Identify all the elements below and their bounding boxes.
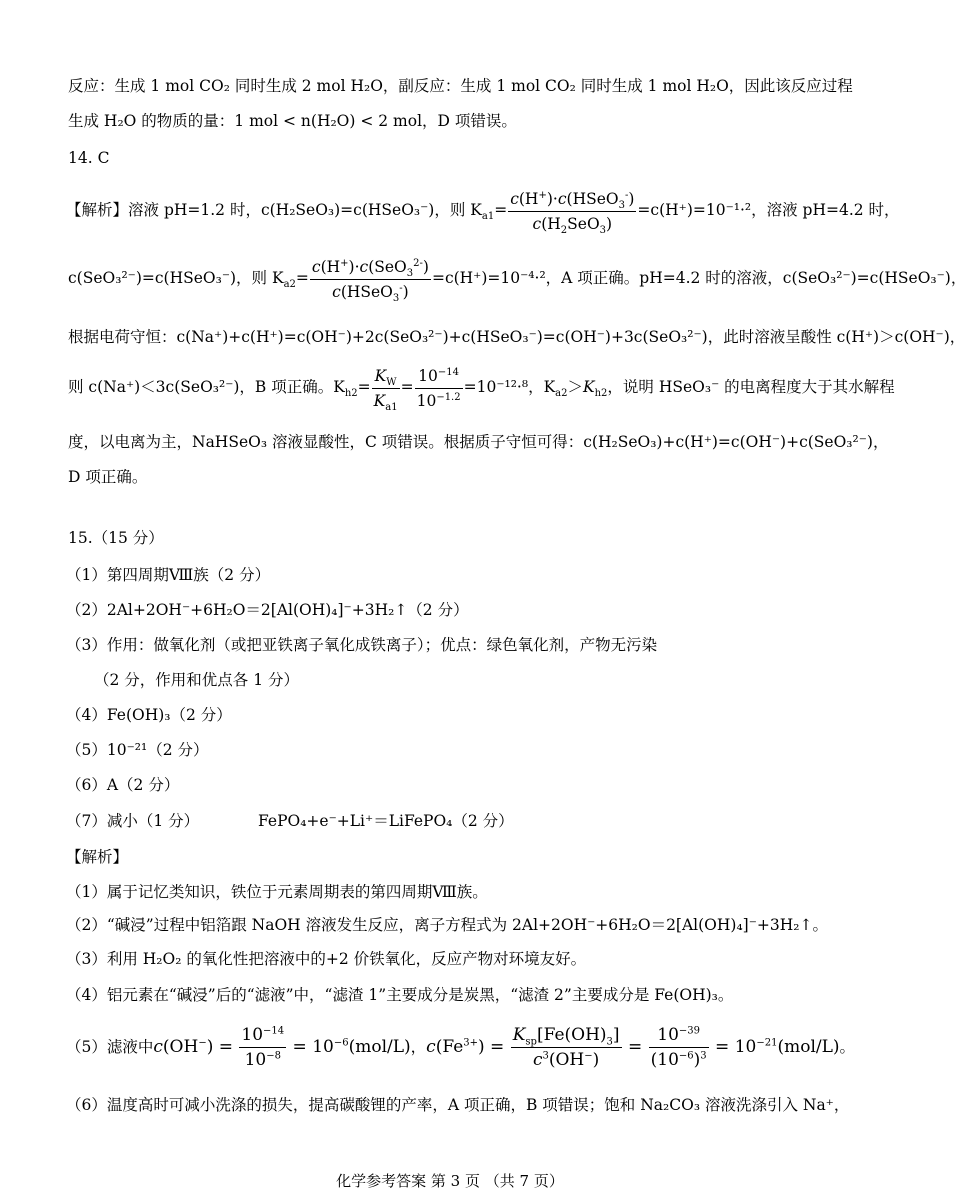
q14-text: =10⁻¹²·⁸，K bbox=[463, 378, 556, 396]
explanation-item: （3）利用 H₂O₂ 的氧化性把溶液中的+2 价铁氧化，反应产物对环境友好。 bbox=[66, 950, 587, 968]
explanation-item-5: （5）滤液中c(OH−) = $\frac{10^{-14}}{10^{-8}}$ = $10^{-6}(mol/L)$，$c(Fe^{3+})$ = $\frac{K_{sp}[Fe(OH)_3]}{c^3(OH^-)}$ = $\frac{10^{-39}}{(10^{-6})^3}$ = $10^{-21}(mol/L)$。 bbox=[66, 1025, 856, 1070]
q14-text: c(SeO₃²⁻)=c(HSeO₃⁻)，则 K bbox=[68, 269, 284, 287]
q14-text: ，说明 HSeO₃⁻ 的电离程度大于其水解程 bbox=[607, 378, 895, 396]
q14-line3: 根据电荷守恒：c(Na⁺)+c(H⁺)=c(OH⁻)+2c(SeO₃²⁻)+c(HSeO₃⁻)=c(OH⁻)+3c(SeO₃²⁻)，此时溶液呈酸性 c(H⁺)＞c(OH⁻)， bbox=[68, 328, 966, 346]
ka1-fraction: $\frac{c(H^+)\cdot c(HSeO_3^-)}{c(H_2SeO_3)}$ bbox=[510, 189, 635, 236]
ka2-fraction: $\frac{c(H^+)\cdot c(SeO_3^{2-})}{c(HSeO_3^-)}$ bbox=[311, 257, 429, 304]
analysis-tag: 【解析】 bbox=[66, 201, 129, 219]
q15-header: 15.（15 分） bbox=[68, 529, 164, 547]
explanation-item: （1）属于记忆类知识，铁位于元素周期表的第四周期Ⅷ族。 bbox=[66, 883, 488, 901]
answer-item: （3）作用：做氧化剂（或把亚铁离子氧化成铁离子）；优点：绿色氧化剂，产物无污染 bbox=[66, 636, 658, 654]
q14-line4: 则 c(Na⁺)＜3c(SeO₃²⁻)，B 项正确。$K_{h2}=$ $\frac{K_W}{K_{a1}}$ = $\frac{10^{-14}}{10^{-1.2}}$ =10⁻¹²·⁸，$K_{a2}>K_{h2}$，说明 HSeO₃⁻ 的电离程度大于其水解程 bbox=[68, 366, 895, 413]
text-line: 生成 H₂O 的物质的量：1 mol < n(H₂O) < 2 mol，D 项错误。 bbox=[68, 112, 517, 130]
answer-item: （5）10⁻²¹（2 分） bbox=[66, 741, 209, 759]
q14-line6: D 项正确。 bbox=[68, 468, 148, 486]
analysis-tag: 【解析】 bbox=[66, 848, 129, 866]
kh2-fraction: $\frac{K_W}{K_{a1}}$ bbox=[373, 366, 398, 413]
answer-item: FePO₄+e⁻+Li⁺＝LiFePO₄（2 分） bbox=[258, 812, 514, 830]
explanation-item: （2）“碱浸”过程中铝箔跟 NaOH 溶液发生反应，离子方程式为 2Al+2OH⁻+6H₂O＝2[Al(OH)₄]⁻+3H₂↑。 bbox=[66, 916, 828, 934]
answer-item: （6）A（2 分） bbox=[66, 776, 180, 794]
explanation-text: （5）滤液中 bbox=[66, 1038, 154, 1056]
answer-item: （2）2Al+2OH⁻+6H₂O＝2[Al(OH)₄]⁻+3H₂↑（2 分） bbox=[66, 601, 469, 619]
answer-14: 14. C bbox=[68, 149, 110, 167]
explanation-text: ， bbox=[410, 1038, 427, 1056]
answer-item: （7）减小（1 分） bbox=[66, 812, 200, 830]
q14-line5: 度，以电离为主，NaHSeO₃ 溶液显酸性，C 项错误。根据质子守恒可得：c(H₂SeO₃)+c(H⁺)=c(OH⁻)+c(SeO₃²⁻)， bbox=[68, 433, 889, 451]
explanation-item: （6）温度高时可减小洗涤的损失，提高碳酸锂的产率，A 项正确，B 项错误；饱和 Na₂CO₃ 溶液洗涤引入 Na⁺， bbox=[66, 1096, 850, 1114]
page-footer: 化学参考答案 第 3 页 （共 7 页） bbox=[336, 1172, 564, 1190]
q14-line2: c(SeO₃²⁻)=c(HSeO₃⁻)，则 $K_{a2}=$ $\frac{c(H^+)\cdot c(SeO_3^{2-})}{c(HSeO_3^-)}$ =c(H⁺)=10⁻⁴·²，A 项正确。pH=4.2 时的溶液，c(SeO₃²⁻)=c(HSeO₃⁻)， bbox=[68, 257, 966, 304]
q14-text: =c(H⁺)=10⁻¹·²，溶液 pH=4.2 时， bbox=[637, 201, 900, 219]
answer-item: （2 分，作用和优点各 1 分） bbox=[94, 671, 300, 689]
answer-item: （1）第四周期Ⅷ族（2 分） bbox=[66, 566, 271, 584]
q14-text: =c(H⁺)=10⁻⁴·²，A 项正确。pH=4.2 时的溶液，c(SeO₃²⁻)=c(HSeO₃⁻)， bbox=[431, 269, 966, 287]
answer-item: （4）Fe(OH)₃（2 分） bbox=[66, 706, 232, 724]
q14-line1: 【解析】溶液 pH=1.2 时，c(H₂SeO₃)=c(HSeO₃⁻)，则 $K_{a1}=$ $\frac{c(H^+)\cdot c(HSeO_3^-)}{c(H_2SeO_3)}$ =c(H⁺)=10⁻¹·²，溶液 pH=4.2 时， bbox=[66, 189, 900, 236]
text-line: 反应：生成 1 mol CO₂ 同时生成 2 mol H₂O，副反应：生成 1 mol CO₂ 同时生成 1 mol H₂O，因此该反应过程 bbox=[68, 77, 853, 95]
kh2-value-fraction: $\frac{10^{-14}}{10^{-1.2}}$ bbox=[416, 366, 461, 410]
explanation-item: （4）铝元素在“碱浸”后的“滤液”中，“滤渣 1”主要成分是炭黑，“滤渣 2”主要成分是 Fe(OH)₃。 bbox=[66, 986, 734, 1004]
explanation-text: 。 bbox=[839, 1038, 856, 1056]
q14-text: 则 c(Na⁺)＜3c(SeO₃²⁻)，B 项正确。K bbox=[68, 378, 345, 396]
q14-text: 溶液 pH=1.2 时，c(H₂SeO₃)=c(HSeO₃⁻)，则 K bbox=[128, 201, 482, 219]
